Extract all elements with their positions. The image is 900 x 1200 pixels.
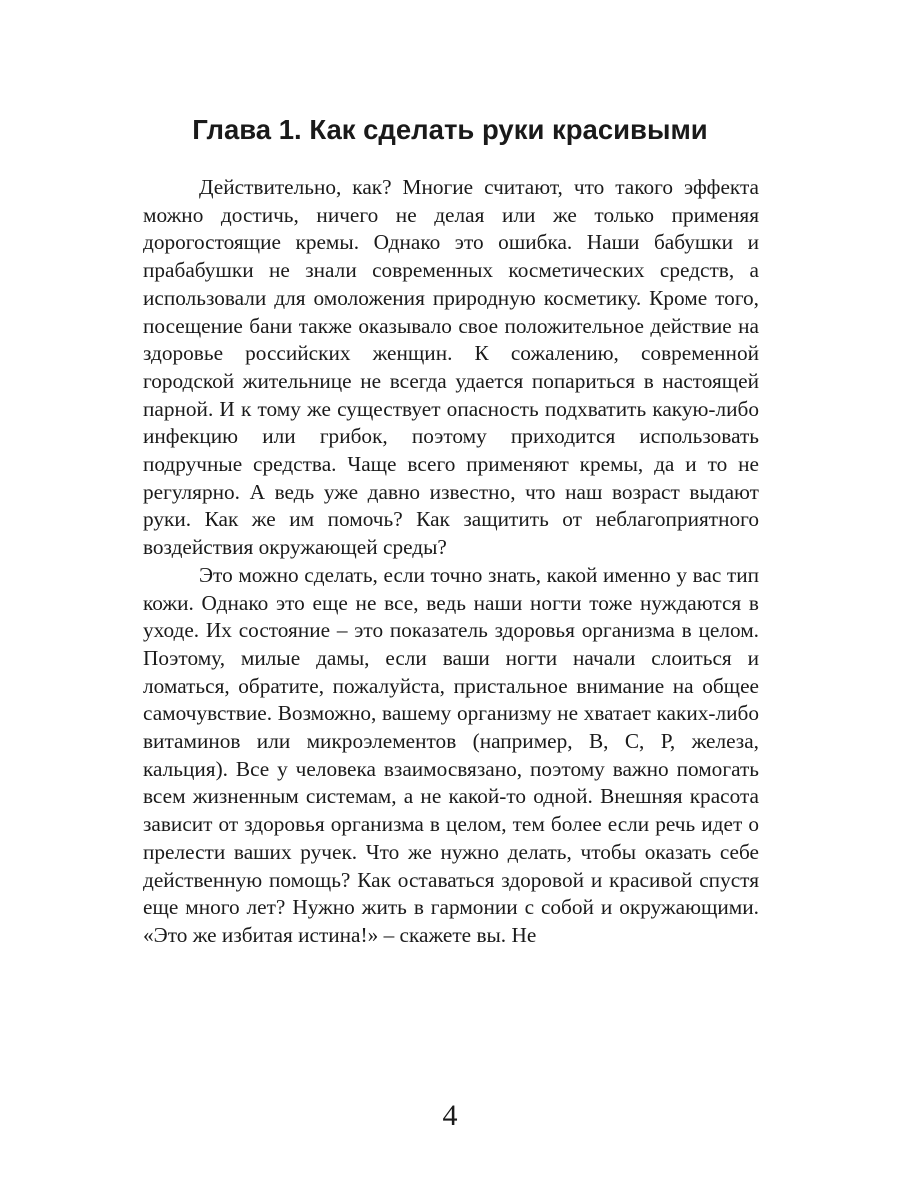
paragraph-2: Это можно сделать, если точно знать, какой именно у вас тип кожи. Однако это еще не все, ведь наши ногти тоже нуждаются в уходе. Их состояние – это показатель здоровья организма в целом. Поэтому, милые дамы, если ваши ногти начали слоиться и ломаться, обратите, пожалуйста, пристальное внимание на общее самочувствие. Возможно, вашему организму не хватает каких-либо витаминов или микроэлементов (например, В, С, Р, железа, кальция). Все у человека взаимосвязано, поэтому важно помогать всем жизненным системам, а не какой-то одной. Внешняя красота зависит от здоровья организма в целом, тем более если речь идет о прелести ваших ручек. Что же нужно делать, чтобы оказать себе действенную помощь? Как оставаться здоровой и красивой спустя еще много лет? Нужно жить в гармонии с собой и окружающими. «Это же избитая истина!» – скажете вы. Не: [143, 562, 759, 947]
paragraph-1: Действительно, как? Многие считают, что такого эффекта можно достичь, ничего не делая или же только применяя дорогостоящие кремы. Однако это ошибка. Наши бабушки и прабабушки не знали современных косметических средств, а использовали для омоложения природную косметику. Кроме того, посещение бани также оказывало свое положительное действие на здоровье российских женщин. К сожалению, современной городской жительнице не всегда удается попариться в настоящей парной. И к тому же существует опасность подхватить какую-либо инфекцию или грибок, поэтому приходится использовать подручные средства. Чаще всего применяют кремы, да и то не регулярно. А ведь уже давно известно, что наш возраст выдают руки. Как же им помочь? Как защитить от неблагоприятного воздействия окружающей среды?: [143, 175, 759, 560]
page-number: 4: [442, 1099, 458, 1132]
chapter-title: Глава 1. Как сделать руки красивыми: [192, 114, 708, 145]
body-text: [143, 174, 759, 950]
